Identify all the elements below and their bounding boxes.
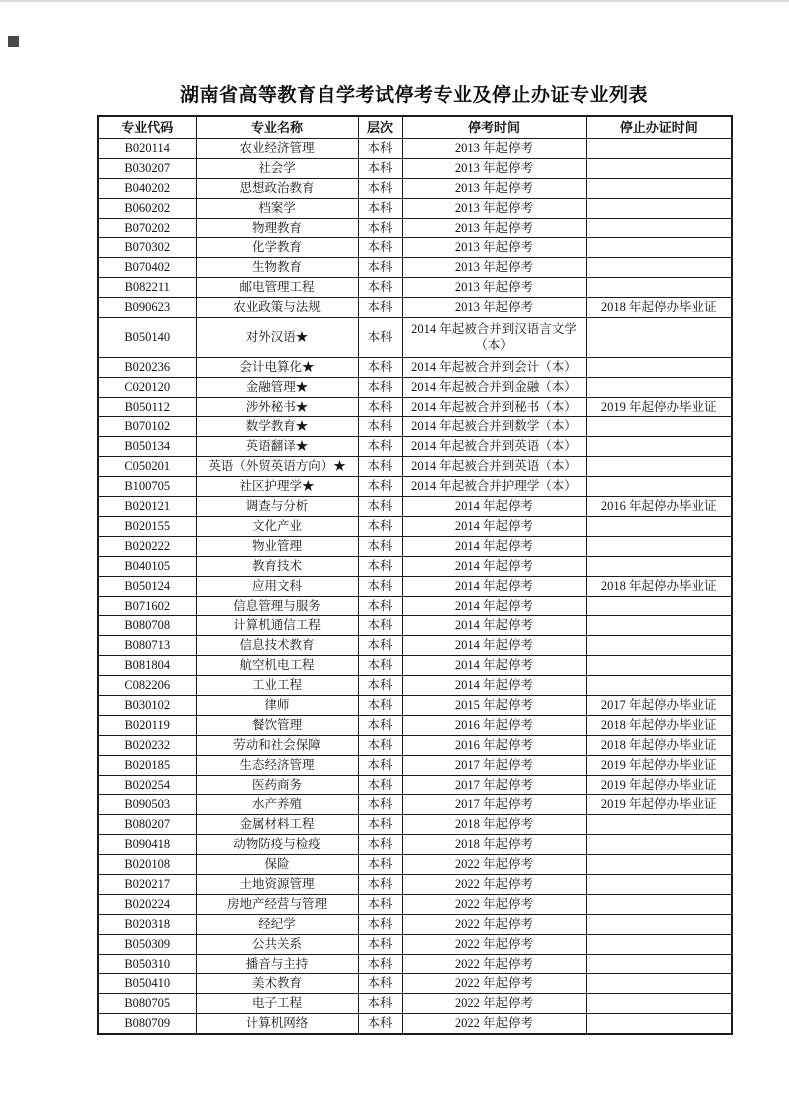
- cell-stop-exam: 2013 年起停考: [402, 258, 586, 278]
- cell-code: B070402: [98, 258, 196, 278]
- cell-name: 律师: [196, 695, 358, 715]
- cell-name: 公共关系: [196, 934, 358, 954]
- cell-name: 劳动和社会保障: [196, 735, 358, 755]
- cell-level: 本科: [358, 994, 402, 1014]
- table-row: [98, 894, 732, 914]
- cell-code: B080705: [98, 994, 196, 1014]
- cell-level: 本科: [358, 715, 402, 735]
- cell-stop-exam: 2014 年起停考: [402, 497, 586, 517]
- cell-level: 本科: [358, 357, 402, 377]
- cell-stop-cert: 2016 年起停办毕业证: [586, 497, 732, 517]
- cell-level: 本科: [358, 775, 402, 795]
- cell-level: 本科: [358, 198, 402, 218]
- cell-level: 本科: [358, 855, 402, 875]
- cell-stop-exam: 2014 年起被合并到会计（本）: [402, 357, 586, 377]
- cell-stop-exam: 2013 年起停考: [402, 298, 586, 318]
- cell-code: B020224: [98, 894, 196, 914]
- cell-name: 水产养殖: [196, 795, 358, 815]
- cell-code: B100705: [98, 477, 196, 497]
- cell-stop-cert: 2017 年起停办毕业证: [586, 695, 732, 715]
- cell-level: 本科: [358, 536, 402, 556]
- cell-code: B080207: [98, 815, 196, 835]
- cell-name: 金融管理★: [196, 377, 358, 397]
- cell-stop-cert: 2019 年起停办毕业证: [586, 397, 732, 417]
- cell-code: B020232: [98, 735, 196, 755]
- cell-stop-cert: [586, 198, 732, 218]
- cell-stop-exam: 2015 年起停考: [402, 695, 586, 715]
- table-row: [98, 198, 732, 218]
- cell-code: B030207: [98, 158, 196, 178]
- cell-stop-cert: 2019 年起停办毕业证: [586, 775, 732, 795]
- cell-level: 本科: [358, 735, 402, 755]
- cell-stop-cert: [586, 835, 732, 855]
- cell-name: 生物教育: [196, 258, 358, 278]
- suspended-majors-table: [97, 115, 733, 1035]
- cell-level: 本科: [358, 556, 402, 576]
- cell-name: 英语（外贸英语方向）★: [196, 457, 358, 477]
- cell-name: 土地资源管理: [196, 874, 358, 894]
- cell-name: 调查与分析: [196, 497, 358, 517]
- cell-name: 农业经济管理: [196, 139, 358, 159]
- cell-code: B090623: [98, 298, 196, 318]
- cell-level: 本科: [358, 894, 402, 914]
- table-row: [98, 417, 732, 437]
- cell-stop-exam: 2013 年起停考: [402, 178, 586, 198]
- cell-stop-exam: 2016 年起停考: [402, 715, 586, 735]
- cell-level: 本科: [358, 596, 402, 616]
- cell-code: B020318: [98, 914, 196, 934]
- cell-stop-exam: 2014 年起停考: [402, 656, 586, 676]
- table-row: [98, 914, 732, 934]
- cell-name: 保险: [196, 855, 358, 875]
- cell-stop-exam: 2014 年起停考: [402, 576, 586, 596]
- header-major-name: 专业名称: [196, 116, 358, 139]
- cell-code: B020222: [98, 536, 196, 556]
- cell-name: 美术教育: [196, 974, 358, 994]
- cell-code: B050134: [98, 437, 196, 457]
- cell-level: 本科: [358, 576, 402, 596]
- cell-stop-exam: 2022 年起停考: [402, 994, 586, 1014]
- cell-stop-cert: [586, 516, 732, 536]
- cell-level: 本科: [358, 676, 402, 696]
- cell-stop-cert: [586, 158, 732, 178]
- cell-code: B020185: [98, 755, 196, 775]
- cell-stop-cert: [586, 874, 732, 894]
- cell-name: 教育技术: [196, 556, 358, 576]
- cell-stop-exam: 2018 年起停考: [402, 815, 586, 835]
- cell-code: B080709: [98, 1014, 196, 1034]
- cell-level: 本科: [358, 914, 402, 934]
- cell-stop-cert: [586, 437, 732, 457]
- table-row: [98, 218, 732, 238]
- cell-level: 本科: [358, 318, 402, 358]
- table-row: [98, 397, 732, 417]
- table-row: [98, 855, 732, 875]
- table-row: [98, 258, 732, 278]
- cell-stop-cert: [586, 139, 732, 159]
- cell-code: B020119: [98, 715, 196, 735]
- header-stop-cert-time: 停止办证时间: [586, 116, 732, 139]
- cell-code: B030102: [98, 695, 196, 715]
- cell-name: 航空机电工程: [196, 656, 358, 676]
- table-row: [98, 457, 732, 477]
- table-row: [98, 934, 732, 954]
- cell-stop-exam: 2014 年起停考: [402, 616, 586, 636]
- table-row: [98, 874, 732, 894]
- cell-name: 英语翻译★: [196, 437, 358, 457]
- cell-level: 本科: [358, 954, 402, 974]
- cell-code: B081804: [98, 656, 196, 676]
- table-header-row: [98, 116, 732, 139]
- cell-code: C020120: [98, 377, 196, 397]
- cell-level: 本科: [358, 457, 402, 477]
- cell-level: 本科: [358, 516, 402, 536]
- cell-level: 本科: [358, 278, 402, 298]
- cell-code: B070302: [98, 238, 196, 258]
- cell-code: B050112: [98, 397, 196, 417]
- cell-name: 物业管理: [196, 536, 358, 556]
- cell-level: 本科: [358, 974, 402, 994]
- cell-name: 动物防疫与检疫: [196, 835, 358, 855]
- cell-stop-cert: [586, 596, 732, 616]
- cell-code: B070102: [98, 417, 196, 437]
- cell-level: 本科: [358, 178, 402, 198]
- cell-code: B050410: [98, 974, 196, 994]
- table-row: [98, 318, 732, 358]
- cell-name: 生态经济管理: [196, 755, 358, 775]
- corner-artifact-mark: [8, 36, 19, 47]
- cell-code: B060202: [98, 198, 196, 218]
- table-row: [98, 795, 732, 815]
- scan-edge-band: [0, 0, 789, 2]
- cell-stop-exam: 2017 年起停考: [402, 775, 586, 795]
- cell-stop-cert: [586, 178, 732, 198]
- cell-stop-cert: [586, 278, 732, 298]
- cell-stop-cert: [586, 1014, 732, 1034]
- table-row: [98, 298, 732, 318]
- cell-stop-exam: 2018 年起停考: [402, 835, 586, 855]
- cell-stop-cert: [586, 815, 732, 835]
- cell-code: B050124: [98, 576, 196, 596]
- cell-stop-exam: 2014 年起停考: [402, 676, 586, 696]
- table-row: [98, 576, 732, 596]
- cell-name: 物理教育: [196, 218, 358, 238]
- cell-level: 本科: [358, 636, 402, 656]
- cell-stop-cert: 2018 年起停办毕业证: [586, 715, 732, 735]
- cell-name: 餐饮管理: [196, 715, 358, 735]
- table-row: [98, 1014, 732, 1034]
- cell-level: 本科: [358, 477, 402, 497]
- cell-name: 社会学: [196, 158, 358, 178]
- cell-stop-exam: 2022 年起停考: [402, 874, 586, 894]
- cell-stop-cert: [586, 417, 732, 437]
- table-row: [98, 238, 732, 258]
- table-row: [98, 357, 732, 377]
- table-row: [98, 278, 732, 298]
- table-row: [98, 676, 732, 696]
- cell-stop-cert: [586, 934, 732, 954]
- cell-level: 本科: [358, 815, 402, 835]
- cell-stop-exam: 2014 年起被合并到数学（本）: [402, 417, 586, 437]
- table-row: [98, 735, 732, 755]
- cell-stop-cert: [586, 457, 732, 477]
- table-row: [98, 616, 732, 636]
- table-row: [98, 974, 732, 994]
- table-row: [98, 835, 732, 855]
- cell-stop-exam: 2017 年起停考: [402, 755, 586, 775]
- table-row: [98, 477, 732, 497]
- cell-stop-exam: 2014 年起停考: [402, 536, 586, 556]
- cell-code: B080708: [98, 616, 196, 636]
- cell-name: 工业工程: [196, 676, 358, 696]
- cell-stop-cert: [586, 218, 732, 238]
- table-row: [98, 596, 732, 616]
- cell-stop-cert: [586, 377, 732, 397]
- header-major-code: 专业代码: [98, 116, 196, 139]
- cell-stop-cert: [586, 636, 732, 656]
- cell-stop-exam: 2013 年起停考: [402, 139, 586, 159]
- cell-stop-cert: 2018 年起停办毕业证: [586, 576, 732, 596]
- table-row: [98, 656, 732, 676]
- cell-code: B020114: [98, 139, 196, 159]
- cell-level: 本科: [358, 874, 402, 894]
- cell-stop-cert: [586, 676, 732, 696]
- header-stop-exam-time: 停考时间: [402, 116, 586, 139]
- cell-name: 会计电算化★: [196, 357, 358, 377]
- cell-stop-cert: [586, 238, 732, 258]
- cell-level: 本科: [358, 755, 402, 775]
- cell-name: 经纪学: [196, 914, 358, 934]
- cell-name: 数学教育★: [196, 417, 358, 437]
- cell-level: 本科: [358, 497, 402, 517]
- cell-stop-exam: 2014 年起停考: [402, 596, 586, 616]
- cell-name: 信息技术教育: [196, 636, 358, 656]
- cell-stop-cert: [586, 954, 732, 974]
- cell-stop-exam: 2014 年起被合并到金融（本）: [402, 377, 586, 397]
- cell-stop-exam: 2013 年起停考: [402, 158, 586, 178]
- cell-name: 文化产业: [196, 516, 358, 536]
- cell-stop-cert: [586, 357, 732, 377]
- cell-level: 本科: [358, 417, 402, 437]
- table-row: [98, 715, 732, 735]
- cell-stop-exam: 2013 年起停考: [402, 238, 586, 258]
- table-row: [98, 636, 732, 656]
- cell-level: 本科: [358, 158, 402, 178]
- cell-stop-exam: 2014 年起被合并到英语（本）: [402, 457, 586, 477]
- table-row: [98, 755, 732, 775]
- cell-code: B020236: [98, 357, 196, 377]
- table-row: [98, 536, 732, 556]
- cell-stop-exam: 2022 年起停考: [402, 974, 586, 994]
- cell-level: 本科: [358, 298, 402, 318]
- cell-code: B020155: [98, 516, 196, 536]
- cell-code: B040202: [98, 178, 196, 198]
- cell-stop-cert: [586, 477, 732, 497]
- cell-name: 社区护理学★: [196, 477, 358, 497]
- cell-name: 农业政策与法规: [196, 298, 358, 318]
- cell-level: 本科: [358, 795, 402, 815]
- cell-name: 电子工程: [196, 994, 358, 1014]
- cell-stop-cert: 2018 年起停办毕业证: [586, 298, 732, 318]
- table-row: [98, 178, 732, 198]
- cell-stop-exam: 2022 年起停考: [402, 934, 586, 954]
- cell-stop-cert: [586, 258, 732, 278]
- cell-stop-exam: 2014 年起被合并护理学（本）: [402, 477, 586, 497]
- cell-code: B080713: [98, 636, 196, 656]
- cell-name: 计算机通信工程: [196, 616, 358, 636]
- cell-code: B040105: [98, 556, 196, 576]
- cell-level: 本科: [358, 397, 402, 417]
- cell-stop-cert: [586, 855, 732, 875]
- cell-stop-cert: [586, 974, 732, 994]
- cell-name: 邮电管理工程: [196, 278, 358, 298]
- cell-stop-exam: 2014 年起停考: [402, 556, 586, 576]
- cell-name: 对外汉语★: [196, 318, 358, 358]
- cell-stop-exam: 2014 年起停考: [402, 516, 586, 536]
- cell-stop-exam: 2014 年起被合并到秘书（本）: [402, 397, 586, 417]
- cell-code: B090418: [98, 835, 196, 855]
- table-row: [98, 815, 732, 835]
- cell-stop-exam: 2013 年起停考: [402, 198, 586, 218]
- cell-name: 化学教育: [196, 238, 358, 258]
- cell-stop-exam: 2014 年起停考: [402, 636, 586, 656]
- cell-level: 本科: [358, 835, 402, 855]
- cell-level: 本科: [358, 656, 402, 676]
- cell-name: 思想政治教育: [196, 178, 358, 198]
- cell-stop-cert: [586, 318, 732, 358]
- table-row: [98, 497, 732, 517]
- cell-level: 本科: [358, 139, 402, 159]
- cell-code: B071602: [98, 596, 196, 616]
- cell-code: C050201: [98, 457, 196, 477]
- table-row: [98, 775, 732, 795]
- cell-stop-cert: [586, 914, 732, 934]
- cell-stop-cert: [586, 616, 732, 636]
- cell-stop-cert: [586, 536, 732, 556]
- cell-name: 房地产经营与管理: [196, 894, 358, 914]
- cell-name: 播音与主持: [196, 954, 358, 974]
- table-row: [98, 516, 732, 536]
- cell-level: 本科: [358, 934, 402, 954]
- cell-stop-exam: 2013 年起停考: [402, 218, 586, 238]
- cell-stop-exam: 2022 年起停考: [402, 1014, 586, 1034]
- cell-level: 本科: [358, 377, 402, 397]
- cell-name: 涉外秘书★: [196, 397, 358, 417]
- table-row: [98, 139, 732, 159]
- cell-stop-cert: [586, 994, 732, 1014]
- table-row: [98, 437, 732, 457]
- cell-level: 本科: [358, 1014, 402, 1034]
- cell-stop-cert: 2019 年起停办毕业证: [586, 795, 732, 815]
- cell-stop-cert: [586, 894, 732, 914]
- cell-name: 金属材料工程: [196, 815, 358, 835]
- cell-name: 应用文科: [196, 576, 358, 596]
- page-title: 湖南省高等教育自学考试停考专业及停止办证专业列表: [179, 84, 648, 106]
- cell-code: B020254: [98, 775, 196, 795]
- cell-stop-exam: 2017 年起停考: [402, 795, 586, 815]
- table-row: [98, 695, 732, 715]
- cell-level: 本科: [358, 258, 402, 278]
- cell-stop-exam: 2013 年起停考: [402, 278, 586, 298]
- cell-code: C082206: [98, 676, 196, 696]
- cell-code: B020121: [98, 497, 196, 517]
- cell-name: 计算机网络: [196, 1014, 358, 1034]
- cell-code: B090503: [98, 795, 196, 815]
- cell-stop-exam: 2016 年起停考: [402, 735, 586, 755]
- cell-code: B070202: [98, 218, 196, 238]
- cell-stop-cert: [586, 656, 732, 676]
- table-body: [98, 139, 732, 1035]
- cell-code: B082211: [98, 278, 196, 298]
- cell-name: 医药商务: [196, 775, 358, 795]
- cell-level: 本科: [358, 616, 402, 636]
- cell-code: B050309: [98, 934, 196, 954]
- cell-level: 本科: [358, 218, 402, 238]
- cell-stop-exam: 2014 年起被合并到英语（本）: [402, 437, 586, 457]
- table-row: [98, 994, 732, 1014]
- cell-name: 信息管理与服务: [196, 596, 358, 616]
- cell-stop-cert: 2019 年起停办毕业证: [586, 755, 732, 775]
- table-row: [98, 954, 732, 974]
- cell-stop-cert: [586, 556, 732, 576]
- table-row: [98, 158, 732, 178]
- cell-stop-exam: 2022 年起停考: [402, 855, 586, 875]
- cell-stop-exam: 2022 年起停考: [402, 954, 586, 974]
- cell-level: 本科: [358, 437, 402, 457]
- cell-stop-exam: 2022 年起停考: [402, 894, 586, 914]
- cell-code: B050140: [98, 318, 196, 358]
- table-row: [98, 556, 732, 576]
- cell-code: B050310: [98, 954, 196, 974]
- cell-level: 本科: [358, 695, 402, 715]
- cell-stop-cert: 2018 年起停办毕业证: [586, 735, 732, 755]
- cell-name: 档案学: [196, 198, 358, 218]
- cell-code: B020108: [98, 855, 196, 875]
- cell-level: 本科: [358, 238, 402, 258]
- cell-stop-exam: 2014 年起被合并到汉语言文学（本）: [402, 318, 586, 358]
- cell-stop-exam: 2022 年起停考: [402, 914, 586, 934]
- cell-code: B020217: [98, 874, 196, 894]
- header-level: 层次: [358, 116, 402, 139]
- table-row: [98, 377, 732, 397]
